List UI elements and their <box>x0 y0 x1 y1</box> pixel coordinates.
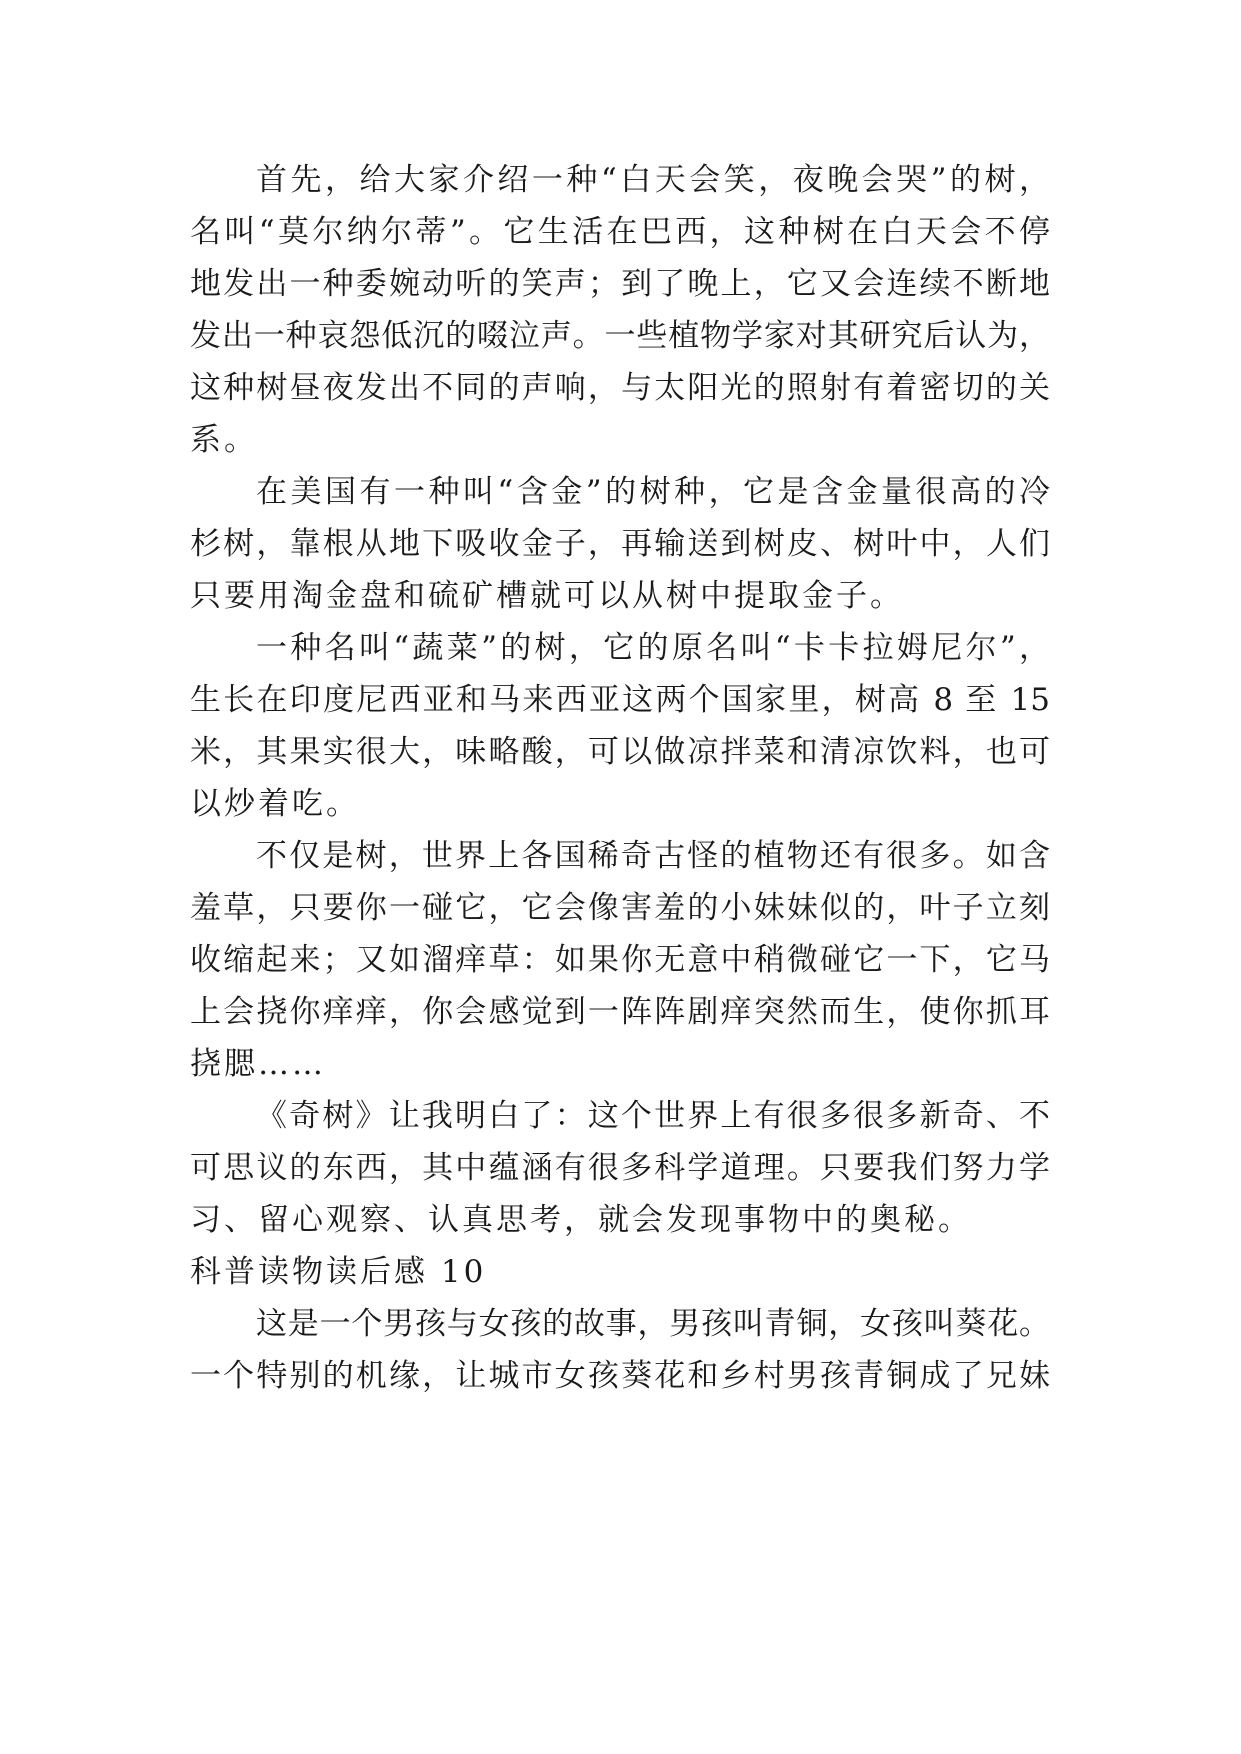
paragraph-line: 一种名叫“蔬菜”的树，它的原名叫“卡卡拉姆尼尔”， <box>256 630 1050 666</box>
paragraph-line: 生长在印度尼西亚和马来西亚这两个国家里，树高 8 至 15 <box>190 682 1050 718</box>
paragraph-line: 只要用淘金盘和硫矿槽就可以从树中提取金子。 <box>190 578 904 614</box>
paragraph-line: 首先，给大家介绍一种“白天会笑，夜晚会哭”的树， <box>256 162 1050 198</box>
paragraph-line: 地发出一种委婉动听的笑声；到了晚上，它又会连续不断地 <box>190 266 1050 302</box>
section-heading: 科普读物读后感 10 <box>190 1254 487 1290</box>
paragraph-line: 系。 <box>190 422 258 458</box>
paragraph-line: 以炒着吃。 <box>190 786 360 822</box>
paragraph-line: 收缩起来；又如溜痒草：如果你无意中稍微碰它一下，它马 <box>190 942 1050 978</box>
paragraph-line: 羞草，只要你一碰它，它会像害羞的小妹妹似的，叶子立刻 <box>190 890 1050 926</box>
paragraph-line: 不仅是树，世界上各国稀奇古怪的植物还有很多。如含 <box>256 838 1050 874</box>
paragraph-line: 可思议的东西，其中蕴涵有很多科学道理。只要我们努力学 <box>190 1150 1050 1186</box>
paragraph-line: 习、留心观察、认真思考，就会发现事物中的奥秘。 <box>190 1202 972 1238</box>
paragraph-line: 米，其果实很大，味略酸，可以做凉拌菜和清凉饮料，也可 <box>190 734 1050 770</box>
paragraph-line: 在美国有一种叫“含金”的树种，它是含金量很高的冷 <box>256 474 1050 510</box>
paragraph-line: 上会挠你痒痒，你会感觉到一阵阵剧痒突然而生，使你抓耳 <box>190 994 1050 1030</box>
paragraph-line: 杉树，靠根从地下吸收金子，再输送到树皮、树叶中，人们 <box>190 526 1050 562</box>
paragraph-line: 发出一种哀怨低沉的啜泣声。一些植物学家对其研究后认为， <box>190 318 1050 354</box>
paragraph-line: 这种树昼夜发出不同的声响，与太阳光的照射有着密切的关 <box>190 370 1050 406</box>
paragraph-line: 一个特别的机缘，让城市女孩葵花和乡村男孩青铜成了兄妹 <box>190 1358 1050 1394</box>
paragraph-line: 挠腮…… <box>190 1046 326 1082</box>
paragraph-line: 名叫“莫尔纳尔蒂”。它生活在巴西，这种树在白天会不停 <box>190 214 1050 250</box>
paragraph-line: 《奇树》让我明白了：这个世界上有很多很多新奇、不 <box>256 1098 1050 1134</box>
paragraph-line: 这是一个男孩与女孩的故事，男孩叫青铜，女孩叫葵花。 <box>256 1306 1050 1342</box>
